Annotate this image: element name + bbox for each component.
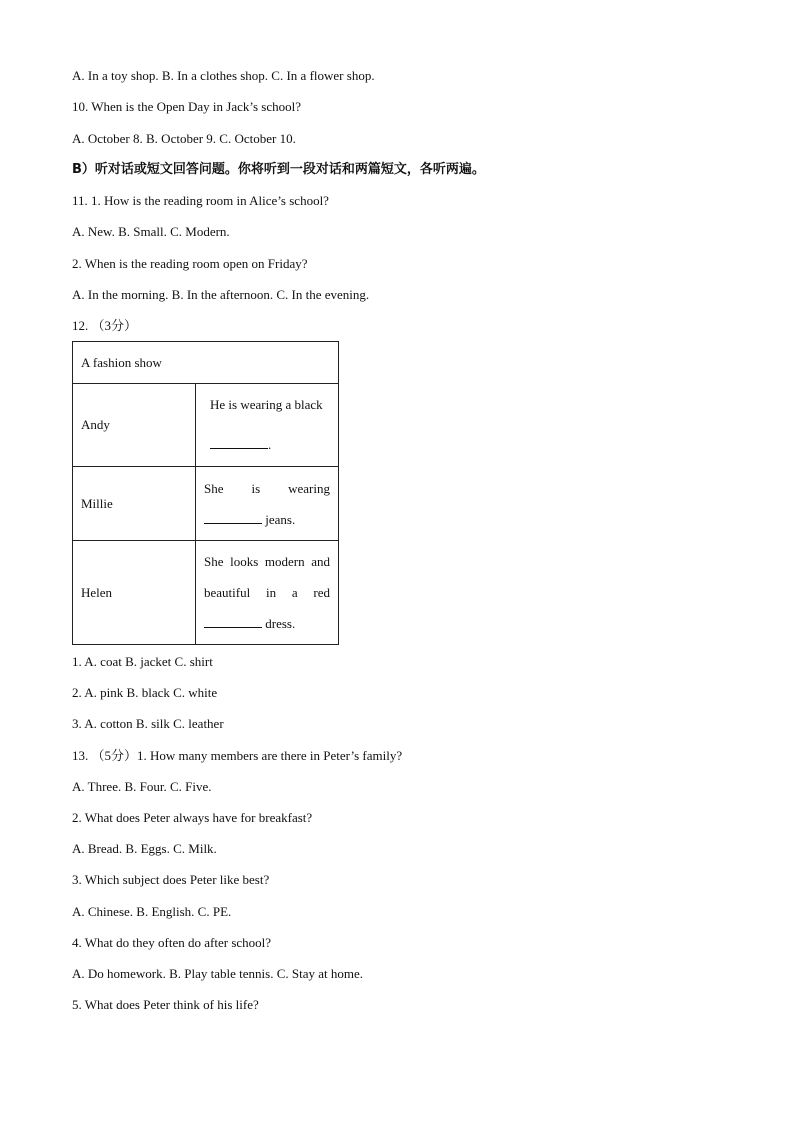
table-answer-cell xyxy=(196,467,339,541)
table-answer-cell xyxy=(196,541,339,645)
q13-1-question: 13. （5分）1. How many members are there in Peter’s family? xyxy=(72,748,403,763)
table-title: A fashion show xyxy=(73,342,339,384)
q11-1-question: 11. 1. How is the reading room in Alice’s school? xyxy=(72,193,329,208)
table-name-cell: Helen xyxy=(73,541,196,645)
q12-label: 12. （3分） xyxy=(72,318,138,333)
answer-blank[interactable] xyxy=(204,616,262,628)
table-answer-text-line2 xyxy=(204,504,330,535)
q11-2-options: A. In the morning. B. In the afternoon. C. In the evening. xyxy=(72,287,370,302)
table-name-cell: Andy xyxy=(73,384,196,467)
answer-text-before: She looks modern and beautiful in a red xyxy=(204,554,330,600)
q13-5-question: 5. What does Peter think of his life? xyxy=(72,997,259,1012)
answer-blank[interactable] xyxy=(204,512,262,524)
answer-text-after: dress. xyxy=(265,616,296,631)
q13-2-question: 2. What does Peter always have for breakfast? xyxy=(72,810,313,825)
answer-text-after: jeans. xyxy=(265,511,296,527)
answer-text-before: He is wearing a black xyxy=(210,397,323,412)
q12-2-options: 2. A. pink B. black C. white xyxy=(72,685,218,700)
table-row xyxy=(73,384,339,467)
table-name-cell: Millie xyxy=(73,467,196,541)
answer-text-after: . xyxy=(268,437,272,452)
q13-3-question: 3. Which subject does Peter like best? xyxy=(72,872,270,887)
fashion-show-table xyxy=(72,341,339,645)
q10-options: A. October 8. B. October 9. C. October 10. xyxy=(72,131,296,146)
q10-question: 10. When is the Open Day in Jack’s school? xyxy=(72,99,302,114)
q13-3-options: A. Chinese. B. English. C. PE. xyxy=(72,904,232,919)
table-answer-text xyxy=(204,385,330,465)
q12-3-options: 3. A. cotton B. silk C. leather xyxy=(72,716,224,731)
table-answer-text xyxy=(204,473,330,504)
answer-blank[interactable] xyxy=(210,437,268,449)
table-answer-cell xyxy=(196,384,339,467)
q13-4-options: A. Do homework. B. Play table tennis. C. Stay at home. xyxy=(72,966,364,981)
table-row xyxy=(73,541,339,645)
table-row xyxy=(73,467,339,541)
q13-4-question: 4. What do they often do after school? xyxy=(72,935,272,950)
q12-1-options: 1. A. coat B. jacket C. shirt xyxy=(72,654,213,669)
answer-text-before: She is wearing xyxy=(204,480,330,496)
q11-2-question: 2. When is the reading room open on Friday? xyxy=(72,256,308,271)
section-b-heading: B）听对话或短文回答问题。你将听到一段对话和两篇短文，各听两遍。 xyxy=(72,162,485,177)
table-title-row xyxy=(73,342,339,384)
q13-1-options: A. Three. B. Four. C. Five. xyxy=(72,779,212,794)
q9-options: A. In a toy shop. B. In a clothes shop. C. In a flower shop. xyxy=(72,68,375,83)
q13-2-options: A. Bread. B. Eggs. C. Milk. xyxy=(72,841,217,856)
q11-1-options: A. New. B. Small. C. Modern. xyxy=(72,224,230,239)
table-answer-text-line3 xyxy=(204,608,330,639)
table-answer-text xyxy=(204,546,330,608)
